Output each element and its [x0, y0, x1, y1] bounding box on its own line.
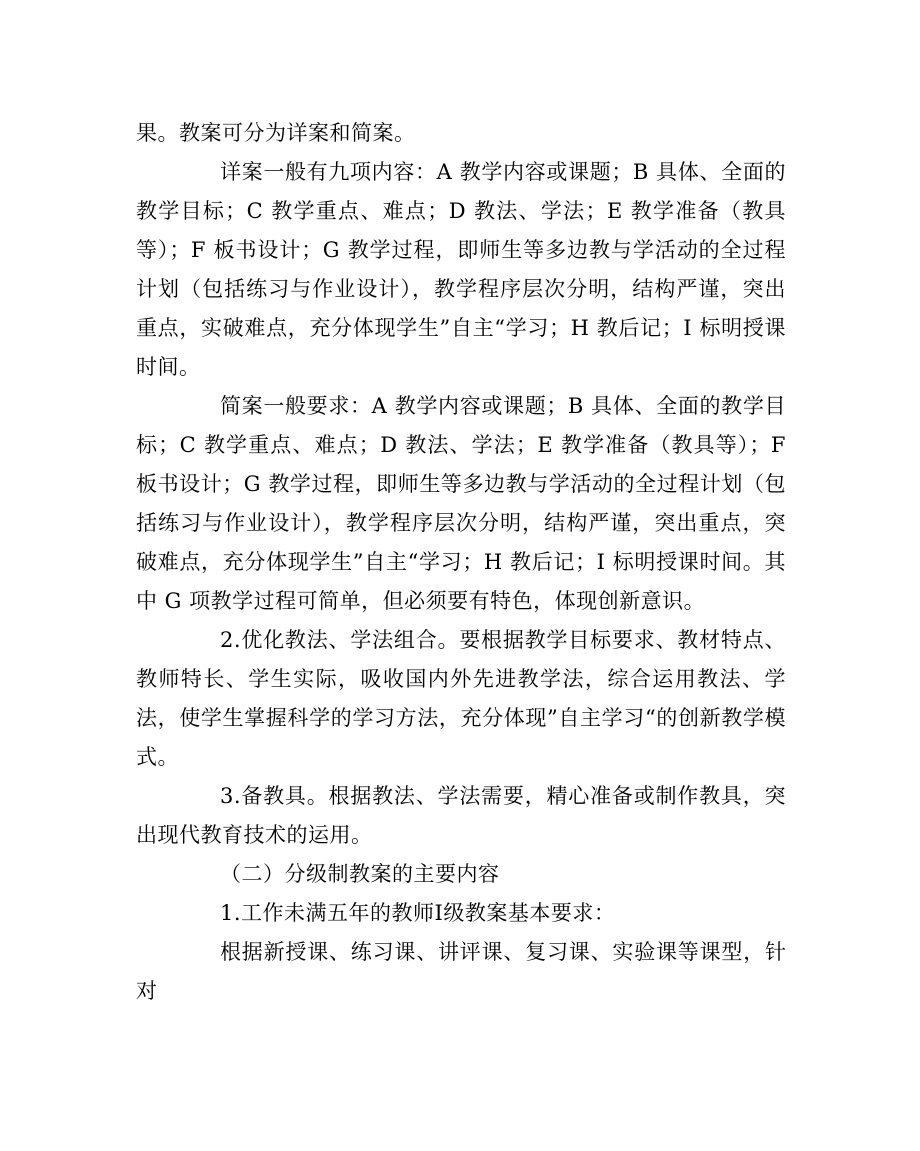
paragraph-optimize-methods: 2.优化教法、学法组合。要根据教学目标要求、教材特点、教师特长、学生实际，吸收国内外先进教学法，综合运用教法、学法，使学生掌握科学的学习方法，充分体现”自主学习“的创新教学模式。 — [136, 628, 786, 769]
document-body — [136, 114, 786, 1011]
paragraph-brief-plan: 简案一般要求：A 教学内容或课题；B 具体、全面的教学目标；C 教学重点、难点；D 教法、学法；E 教学准备（教具等）；F 板书设计；G 教学过程，即师生等多边教与学活动的全过程计划（包括练习与作业设计），教学程序层次分明，结构严谨，突出重点，突破难点，充分体现学生”自主“学习；H 教后记；I 标明授课时间。其中 G 项教学过程可简单，但必须要有特色，体现创新意识。 — [136, 394, 786, 613]
paragraph-detailed-plan: 详案一般有九项内容：A 教学内容或课题；B 具体、全面的教学目标；C 教学重点、难点；D 教法、学法；E 教学准备（教具等）；F 板书设计；G 教学过程，即师生等多边教与学活动的全过程计划（包括练习与作业设计），教学程序层次分明，结构严谨，突出重点，实破难点，充分体现学生”自主“学习；H 教后记；I 标明授课时间。 — [136, 160, 786, 379]
paragraph-course-types: 根据新授课、练习课、讲评课、复习课、实验课等课型，针对 — [136, 940, 786, 1003]
section-heading: （二）分级制教案的主要内容 — [220, 862, 500, 886]
paragraph-teaching-aids: 3.备教具。根据教法、学法需要，精心准备或制作教具，突出现代教育技术的运用。 — [136, 784, 786, 847]
paragraph-continuation: 果。教案可分为详案和简案。 — [136, 121, 416, 145]
paragraph-level-one-requirements: 1.工作未满五年的教师Ⅰ级教案基本要求： — [220, 901, 616, 925]
